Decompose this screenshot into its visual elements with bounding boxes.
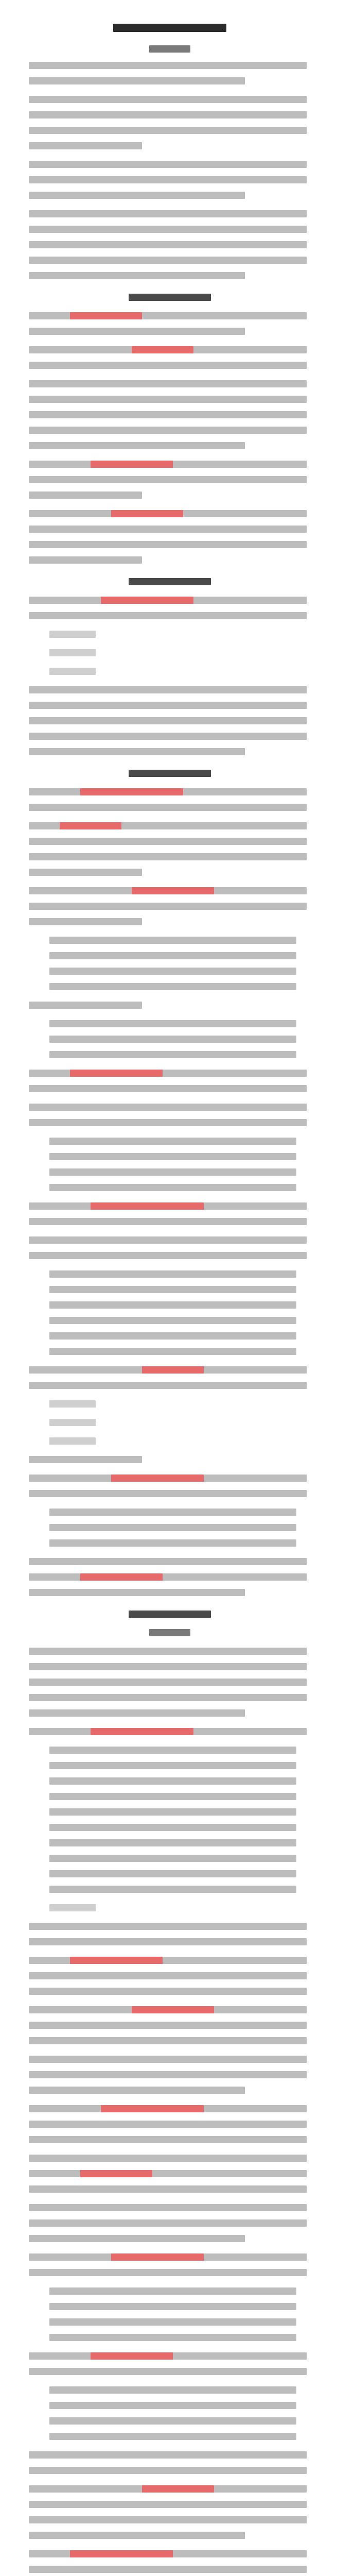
text-line: [29, 2480, 307, 2498]
text-line: [29, 437, 245, 454]
text-line: [49, 1046, 296, 1063]
text-line: [49, 1819, 296, 1836]
text-line: [29, 2115, 307, 2133]
text-line: [29, 156, 307, 173]
text-line: [49, 1757, 296, 1774]
text-line: [29, 2149, 307, 2167]
text-line: [29, 421, 307, 439]
text-line: [49, 1865, 296, 1883]
text-line: [49, 2381, 296, 2399]
text-line: [29, 1967, 307, 1985]
text-line: [29, 591, 307, 609]
text-line: [49, 962, 296, 980]
blank-item: [49, 663, 96, 680]
text-line: [29, 323, 245, 340]
text-line: [29, 1982, 307, 2000]
text-line: [29, 57, 307, 74]
text-line: [49, 1834, 296, 1852]
text-line: [49, 1163, 296, 1181]
text-line: [29, 913, 142, 930]
text-line: [29, 1933, 307, 1951]
text-line: [29, 221, 307, 238]
text-line: [29, 1469, 307, 1487]
blank-item: [49, 625, 96, 643]
text-line: [49, 1312, 296, 1329]
text-line: [29, 72, 245, 90]
text-line: [29, 817, 307, 835]
text-line: [49, 1772, 296, 1790]
text-line: [29, 2199, 307, 2216]
text-line: [29, 2230, 245, 2247]
section-heading: [149, 1624, 190, 1641]
text-line: [29, 2347, 307, 2365]
text-line: [29, 505, 307, 522]
text-line: [29, 1658, 307, 1675]
text-line: [49, 1148, 296, 1165]
chapter-heading: [129, 573, 211, 590]
text-line: [29, 2214, 307, 2232]
text-line: [29, 2016, 307, 2034]
blank-item: [49, 644, 96, 662]
text-line: [49, 1503, 296, 1521]
text-line: [49, 2412, 296, 2430]
text-line: [49, 1534, 296, 1552]
text-line: [29, 607, 307, 624]
text-line: [29, 743, 245, 760]
text-line: [49, 978, 296, 995]
text-line: [29, 536, 307, 553]
text-line: [29, 171, 307, 189]
text-line: [29, 1568, 307, 1586]
text-line: [49, 947, 296, 964]
text-line: [29, 2527, 245, 2544]
text-line: [29, 712, 307, 730]
text-line: [29, 2561, 307, 2576]
text-line: [29, 799, 307, 816]
text-line: [49, 1132, 296, 1150]
text-line: [29, 91, 307, 108]
text-line: [29, 1642, 307, 1660]
text-line: [49, 2329, 296, 2346]
text-line: [49, 2282, 296, 2300]
text-line: [49, 2313, 296, 2331]
text-line: [29, 2462, 307, 2479]
text-line: [29, 1485, 307, 1502]
text-line: [29, 848, 307, 866]
text-line: [29, 122, 307, 139]
text-line: [29, 2131, 307, 2148]
text-line: [49, 1281, 296, 1298]
document-title-bar: [113, 20, 226, 37]
chapter-heading: [129, 289, 211, 306]
text-line: [49, 1850, 296, 1867]
text-line: [29, 1952, 307, 1969]
text-line: [49, 1343, 296, 1360]
text-line: [49, 1265, 296, 1283]
text-line: [49, 1788, 296, 1805]
text-line: [29, 2032, 307, 2049]
text-line: [29, 1098, 307, 1116]
text-line: [29, 187, 245, 204]
text-line: [29, 2100, 307, 2117]
text-line: [29, 2511, 307, 2529]
text-line: [29, 236, 307, 253]
text-line: [29, 1377, 307, 1394]
text-line: [29, 375, 307, 393]
text-line: [29, 551, 142, 569]
text-line: [49, 1741, 296, 1759]
text-line: [29, 486, 142, 504]
text-line: [29, 1689, 307, 1706]
chapter-heading: [129, 1605, 211, 1623]
text-line: [29, 863, 142, 881]
text-line: [29, 307, 307, 325]
text-line: [29, 106, 307, 124]
text-line: [29, 357, 307, 374]
text-line: [29, 833, 307, 850]
text-line: [49, 1327, 296, 1345]
chapter-heading: [129, 765, 211, 782]
section-heading: [149, 40, 190, 58]
text-line: [29, 996, 142, 1014]
text-line: [29, 2066, 307, 2083]
text-line: [29, 681, 307, 699]
text-line: [29, 267, 245, 284]
text-line: [29, 2165, 307, 2182]
text-line: [29, 205, 307, 223]
text-line: [49, 2428, 296, 2445]
text-line: [29, 2446, 307, 2464]
text-line: [49, 2397, 296, 2414]
text-line: [29, 1553, 307, 1570]
text-line: [29, 406, 307, 423]
text-line: [29, 783, 307, 801]
text-line: [29, 391, 307, 408]
text-line: [29, 1584, 245, 1601]
text-line: [29, 1673, 307, 1691]
text-line: [29, 471, 307, 488]
text-line: [49, 931, 296, 949]
text-line: [29, 251, 307, 269]
text-line: [29, 1064, 307, 1082]
text-line: [29, 697, 307, 714]
text-line: [29, 2248, 307, 2266]
text-line: [29, 1451, 142, 1468]
text-line: [29, 2081, 245, 2099]
text-line: [29, 2545, 307, 2563]
text-line: [29, 1361, 307, 1379]
text-line: [29, 1114, 307, 1131]
text-line: [29, 341, 307, 359]
text-line: [49, 2298, 296, 2315]
text-line: [49, 1015, 296, 1032]
text-line: [29, 1247, 307, 1264]
text-line: [29, 1197, 307, 1215]
text-line: [29, 1723, 307, 1740]
text-line: [49, 1030, 296, 1048]
text-line: [29, 1213, 307, 1230]
text-line: [29, 2050, 307, 2068]
text-line: [29, 1704, 245, 1722]
text-line: [29, 455, 307, 473]
text-line: [29, 897, 307, 915]
text-line: [29, 137, 142, 155]
blank-item: [49, 1395, 96, 1413]
text-line: [49, 1179, 296, 1196]
text-line: [29, 1918, 307, 1935]
text-line: [29, 2264, 307, 2281]
text-line: [29, 2001, 307, 2019]
blank-item: [49, 1414, 96, 1431]
text-line: [29, 1080, 307, 1097]
blank-item: [49, 1432, 96, 1450]
text-line: [49, 1880, 296, 1898]
text-line: [29, 1231, 307, 1249]
text-line: [49, 1803, 296, 1821]
text-line: [49, 1519, 296, 1536]
blank-item: [49, 1899, 96, 1917]
text-line: [29, 520, 307, 538]
text-line: [29, 2496, 307, 2513]
text-line: [29, 882, 307, 900]
text-line: [49, 1296, 296, 1314]
text-line: [29, 727, 307, 745]
text-line: [29, 2363, 307, 2380]
text-line: [29, 2180, 307, 2198]
